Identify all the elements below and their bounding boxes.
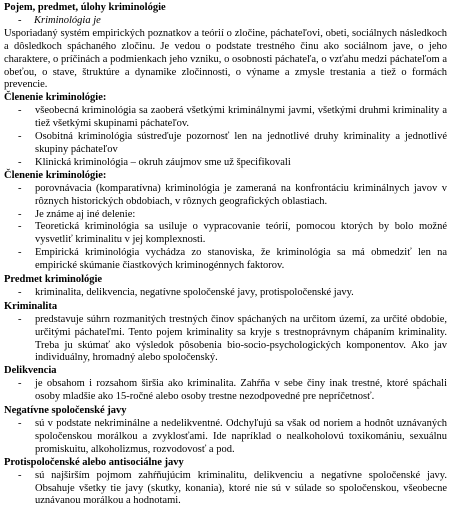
list-item-text: sú najširším pojmom zahŕňujúcim kriminalitu, delikvenciu a negatívne spoločenské javy. Obsahuje všetky tie javy (skutky, konania), ktoré nie sú v súlade so spoločenskou, všeobecne uznávanou morálkou a hodnotami.: [35, 469, 447, 507]
dash-marker: -: [18, 418, 22, 429]
list-negativne: [4, 418, 447, 457]
list-item: [18, 418, 447, 457]
section-title-predmet: Predmet kriminológie: [4, 274, 103, 286]
list-kriminalita: [4, 314, 447, 366]
list-clenenie-1: [4, 105, 447, 170]
dash-marker: -: [18, 221, 22, 233]
dash-marker: -: [18, 182, 22, 194]
dash-marker: -: [18, 208, 22, 220]
list-item: [18, 105, 447, 131]
dash-marker: -: [18, 286, 22, 298]
section-title-kriminalita: Kriminalita: [4, 300, 58, 312]
list-item: [18, 208, 447, 222]
list-item-text: všeobecná kriminológia sa zaoberá všetkými kriminálnymi javmi, všetkými druhmi kriminality a tiež všetkými skupinami páchateľov.: [35, 105, 447, 130]
definition-paragraph: Usporiadaný systém empirických poznatkov a teórií o zločine, páchateľovi, obeti, sociálnych následkoch a dôsledkoch spáchaného zločinu. Je vedou o podstate trestného činu ako sociálnom jave, o jeho charaktere, o príčinách a podmienkach jeho vzniku, o osobnosti páchateľa, o vzťahu medzi páchateľom a obeťou, o stave, štruktúre a dynamike zločinnosti, o výname a zmysle trestania a tiež o formách prevencie.: [4, 27, 447, 91]
list-item-text: sú v podstate nekriminálne a nedelikventné. Odchyľujú sa však od noriem a hodnôt uznávaných spoločenskou morálkou a zvyklosťami. Ide napríklad o nealkoholovú toxikomániu, sexuálnu promiskuitu, alkoholizmus, rozvodovosť a pod.: [35, 418, 447, 455]
list-item: [18, 156, 447, 170]
subtitle-text: Kriminológia je: [34, 14, 101, 26]
list-item-text: Je známe aj iné delenie:: [35, 208, 136, 220]
list-item: [18, 182, 447, 209]
list-delikvencia: [4, 378, 447, 404]
list-item: [18, 221, 447, 247]
list-item-text: Osobitná kriminológia sústreďuje pozornosť len na jednotlivé druhy kriminality a jednotlivé skupiny páchateľov: [35, 131, 447, 155]
section-title-negativne: Negatívne spoločenské javy: [4, 405, 127, 417]
section-title-pojem: Pojem, predmet, úlohy kriminológie: [4, 2, 166, 13]
list-item-text: Teoretická kriminológia sa usiluje o vypracovanie teórií, pomocou ktorých by bolo možné vysvetliť kriminalitu v jej komplexnosti.: [35, 221, 447, 246]
list-item-text: predstavuje súhrn rozmanitých trestných činov spáchaných na určitom území, za určité obdobie, určitými páchateľmi. Tento pojem kriminality sa kryje s trestnoprávnym chápaním kriminality. Treba ju skúmať ako výsledok pôsobenia bio-socio-psychologických komponentov. Ako jav individuálny, hromadný alebo spoločenský.: [35, 313, 447, 364]
dash-marker: -: [18, 105, 22, 117]
list-item-text: kriminalita, delikvencia, negatívne spoločenské javy, protispoločenské javy.: [35, 286, 354, 298]
section-title-protispolocenske: Protispoločenské alebo antisociálne javy: [4, 456, 184, 468]
section-title-delikvencia: Delikvencia: [4, 365, 57, 377]
dash-marker: -: [18, 378, 22, 390]
dash-marker: -: [18, 156, 22, 168]
section-title-clenenie-2: Členenie kriminológie:: [4, 169, 107, 181]
list-item: [18, 378, 447, 404]
list-item: [18, 247, 447, 273]
list-item: [18, 469, 447, 509]
list-predmet: [4, 287, 447, 300]
dash-marker: -: [18, 131, 22, 143]
subtitle-kriminologia-je: [18, 14, 447, 28]
dash-marker: -: [18, 14, 22, 26]
list-item: [18, 286, 447, 300]
dash-marker: -: [18, 469, 22, 481]
list-item: [18, 313, 447, 366]
list-item-text: Empirická kriminológia vychádza zo stanoviska, že kriminológia sa má obmedziť len na empirické skúmanie čiastkových kriminogénnych faktorov.: [35, 247, 447, 272]
list-item-text: Klinická kriminológia – okruh záujmov sme už špecifikovali: [35, 156, 291, 168]
dash-marker: -: [18, 313, 22, 325]
list-protispolocenske: [4, 470, 447, 509]
list-item: [18, 131, 447, 157]
list-clenenie-2: [4, 183, 447, 273]
section-title-clenenie-1: Členenie kriminológie:: [4, 92, 107, 104]
dash-marker: -: [18, 247, 22, 259]
list-item-text: je obsahom i rozsahom širšia ako kriminalita. Zahŕňa v sebe činy inak trestné, ktoré spáchali osoby mladšie ako 15-ročné alebo osoby trestne nezodpovedné pre nepríčetnosť.: [35, 378, 447, 403]
list-item-text: porovnávacia (komparatívna) kriminológia je zameraná na konfrontáciu kriminálnych javov v rôznych historických obdobiach, v rôznych geografických oblastiach.: [35, 182, 447, 207]
